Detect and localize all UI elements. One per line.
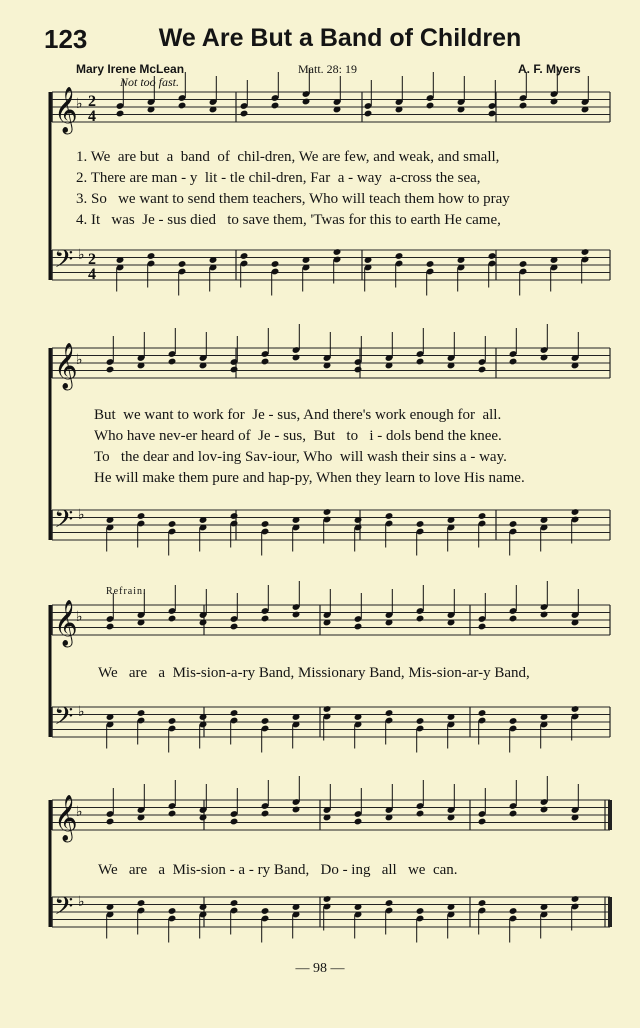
treble-clef-icon: 𝄞 [54,795,78,841]
note-head [385,709,394,717]
note-head [106,366,115,374]
note-head [323,895,332,903]
note-head [168,717,177,725]
time-signature-bottom: 4 [88,108,96,125]
note-head [416,717,425,725]
note-head [416,615,425,623]
flat-icon: ♭ [76,353,83,368]
note-head [416,810,425,818]
refrain-label: Refrain. [106,586,147,597]
note-head [106,623,115,631]
note-head [240,252,249,260]
tempo-marking: Not too fast. [120,75,180,89]
note-head [478,818,487,826]
note-head [271,102,280,110]
note-head [416,907,425,915]
note-head [488,252,497,260]
note-head [230,818,239,826]
bass-clef-icon: 𝄢 [54,892,74,927]
note-head [292,806,301,814]
note-head [416,520,425,528]
verse-line-8: He will make them pure and hap-py, When they learn to love His name. [94,470,525,486]
note-head [478,899,487,907]
note-head [292,611,301,619]
verse-line-6: Who have nev-er heard of Je - sus, But to i - dols bend the knee. [94,428,502,444]
verse-line-4: 4. It was Je - sus died to save them, 'Twas for this to earth He came, [76,212,501,228]
note-head [240,110,249,118]
flat-icon: ♭ [78,248,85,263]
note-head [168,810,177,818]
note-head [571,508,580,516]
note-head [571,705,580,713]
note-head [261,358,270,366]
note-head [426,260,435,268]
note-head [581,248,590,256]
time-signature-bottom: 4 [88,266,96,283]
note-head [168,358,177,366]
note-head [168,520,177,528]
note-head [509,907,518,915]
note-head [178,102,187,110]
note-head [478,366,487,374]
note-head [261,615,270,623]
note-head [509,810,518,818]
hymn-number: 123 [44,24,88,54]
flat-icon: ♭ [78,508,85,523]
bass-clef-icon: 𝄢 [54,702,74,737]
note-head [395,252,404,260]
verse-line-2: 2. There are man - y lit - tle chil-dren, Far a - way a-cross the sea, [76,170,481,186]
verse-line-3: 3. So we want to send them teachers, Who will teach them how to pray [76,191,510,207]
note-head [137,709,146,717]
verse-line-1: 1. We are but a band of chil-dren, We are few, and weak, and small, [76,149,500,165]
note-head [550,98,559,106]
flat-icon: ♭ [76,805,83,820]
time-signature-top: 2 [88,251,96,268]
note-head [354,818,363,826]
note-head [385,899,394,907]
bass-clef-icon: 𝄢 [54,505,74,540]
note-head [519,260,528,268]
note-head [333,248,342,256]
note-head [116,110,125,118]
note-head [478,709,487,717]
scripture-reference: Matt. 28: 19 [298,62,357,76]
note-head [261,907,270,915]
note-head [323,705,332,713]
note-head [168,615,177,623]
note-head [354,623,363,631]
composer-credit: A. F. Myers [518,62,581,76]
treble-clef-icon: 𝄞 [54,600,78,646]
note-head [354,366,363,374]
flat-icon: ♭ [76,610,83,625]
note-head [168,907,177,915]
note-head [261,520,270,528]
note-head [271,260,280,268]
note-head [230,512,239,520]
lyricist-credit: Mary Irene McLean [76,62,185,76]
note-head [302,98,311,106]
note-head [416,358,425,366]
note-head [385,512,394,520]
note-head [230,366,239,374]
flat-icon: ♭ [76,97,83,112]
note-head [106,818,115,826]
note-head [261,810,270,818]
verse-line-5: But we want to work for Je - sus, And there's work enough for all. [94,407,502,423]
refrain-line-2: We are a Mis-sion - a - ry Band, Do - ing all we can. [98,862,458,878]
note-head [509,358,518,366]
note-head [540,354,549,362]
note-head [230,709,239,717]
note-head [137,899,146,907]
note-head [519,102,528,110]
note-head [323,508,332,516]
verse-line-7: To the dear and lov-ing Sav-iour, Who will wash their sins a - way. [94,449,507,465]
note-head [230,899,239,907]
time-signature-top: 2 [88,93,96,110]
note-head [509,520,518,528]
note-head [261,717,270,725]
note-head [137,512,146,520]
bass-clef-icon: 𝄢 [54,245,74,280]
note-head [230,623,239,631]
note-head [178,260,187,268]
note-head [540,806,549,814]
note-head [540,611,549,619]
note-head [509,717,518,725]
note-head [478,623,487,631]
refrain-line-1: We are a Mis-sion-a-ry Band, Missionary Band, Mis-sion-ar-y Band, [98,665,530,681]
treble-clef-icon: 𝄞 [54,343,78,389]
note-head [147,252,156,260]
note-head [292,354,301,362]
note-head [509,615,518,623]
note-head [488,110,497,118]
flat-icon: ♭ [78,895,85,910]
note-head [426,102,435,110]
note-head [364,110,373,118]
note-head [478,512,487,520]
page-number: — 98 — [295,961,345,976]
flat-icon: ♭ [78,705,85,720]
note-head [571,895,580,903]
hymn-title: We Are But a Band of Children [158,24,522,52]
treble-clef-icon: 𝄞 [54,87,78,133]
